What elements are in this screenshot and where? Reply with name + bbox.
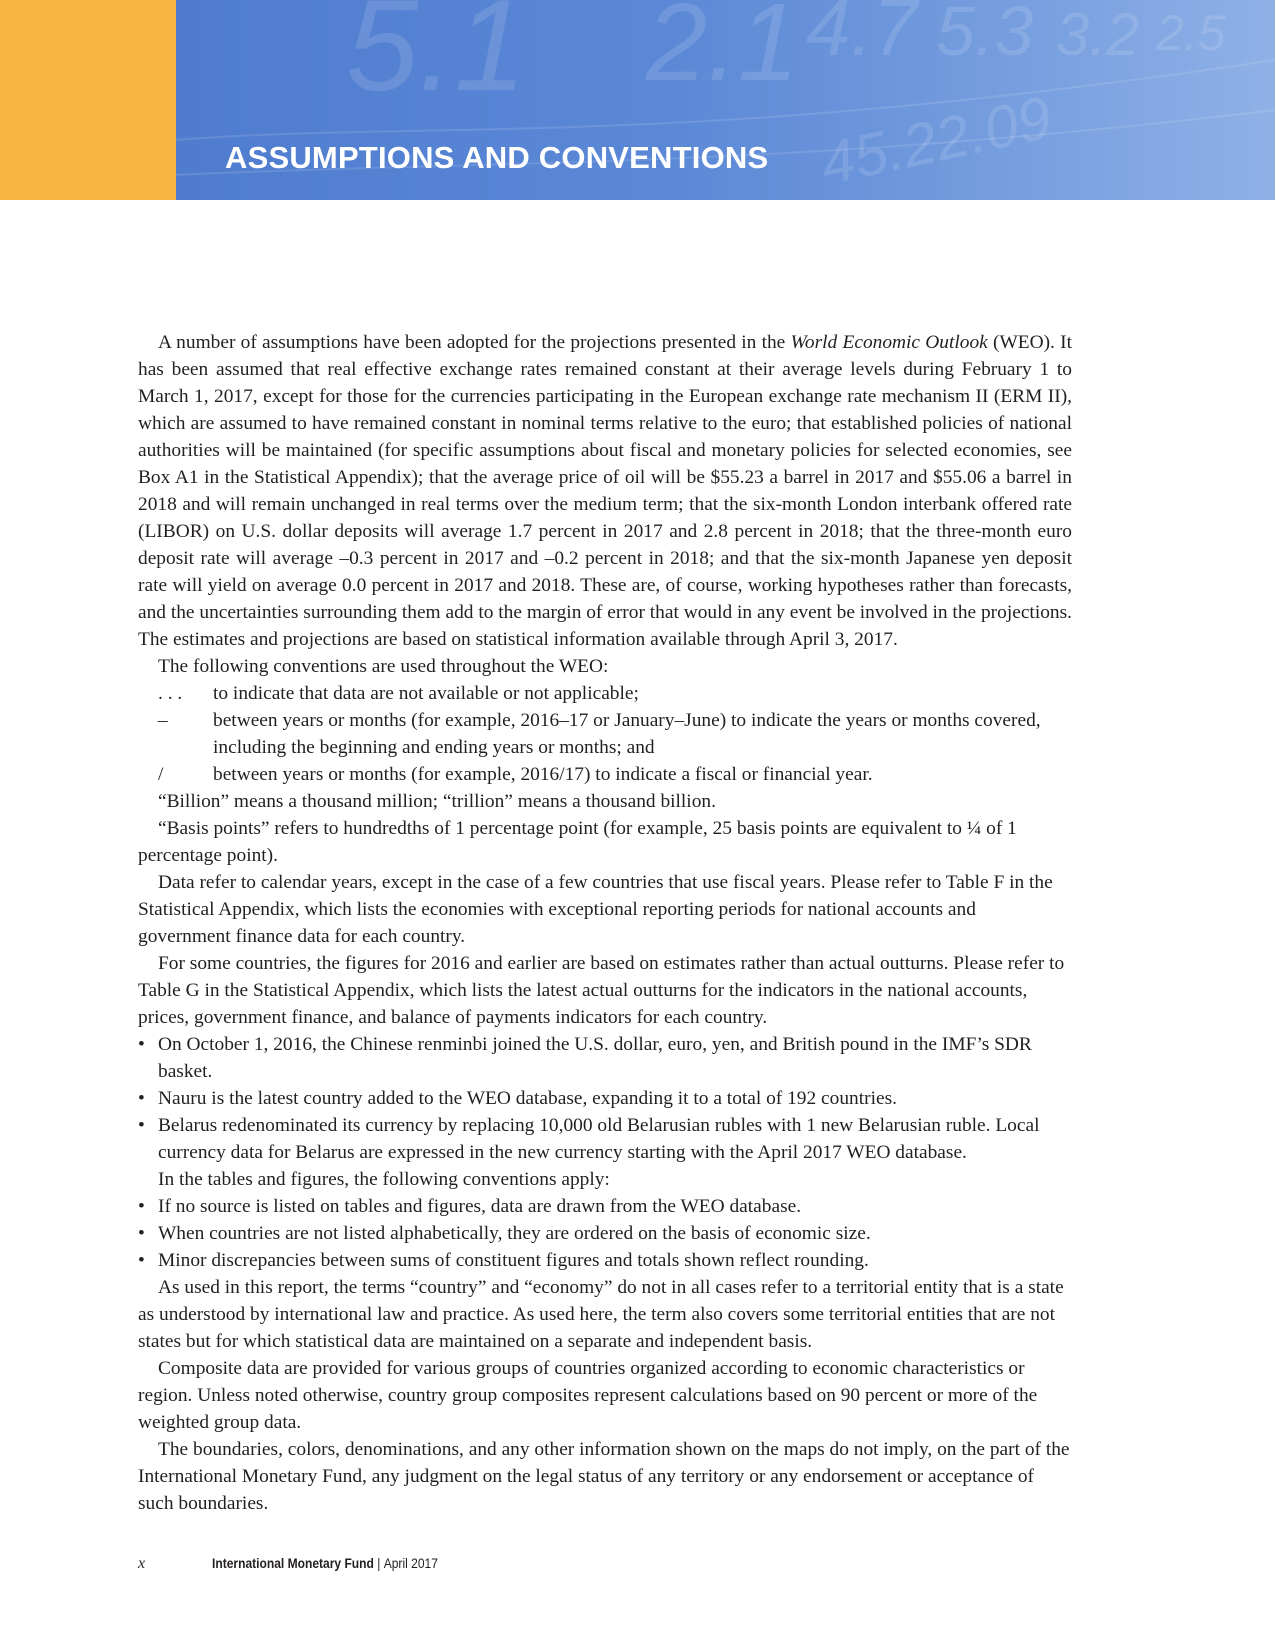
list-item-text: If no source is listed on tables and figures, data are drawn from the WEO database. xyxy=(158,1196,802,1217)
list-item xyxy=(138,1220,1072,1247)
footer-publisher xyxy=(212,1555,438,1571)
bullet-icon: • xyxy=(138,1088,145,1109)
convention-item xyxy=(138,761,1072,788)
list-item-text: Nauru is the latest country added to the WEO database, expanding it to a total of 192 countries. xyxy=(158,1088,897,1109)
list-item-text: On October 1, 2016, the Chinese renminbi joined the U.S. dollar, euro, yen, and British pound in the IMF’s SDR basket. xyxy=(158,1034,1032,1082)
country-term-paragraph: As used in this report, the terms “country” and “economy” do not in all cases refer to a territorial entity that is a state as understood by international law and practice. As used here, the term also covers some territorial entities that are not states but for which statistical data are maintained on a separate and independent basis. xyxy=(138,1277,1064,1352)
page-title: ASSUMPTIONS AND CONVENTIONS xyxy=(225,140,769,175)
convention-item xyxy=(138,707,1072,761)
bg-number-4: 5.3 xyxy=(936,0,1034,70)
composite-data-paragraph: Composite data are provided for various groups of countries organized according to economic characteristics or region. Unless noted otherwise, country group composites represent calculations based on 90 percent or more of the weighted group data. xyxy=(138,1358,1038,1433)
convention-symbol: / xyxy=(158,764,164,785)
basis-points-paragraph: “Basis points” refers to hundredths of 1 percentage point (for example, 25 basis points are equivalent to ¼ of 1 percentage point). xyxy=(138,818,1017,866)
list-item-text: Belarus redenominated its currency by replacing 10,000 old Belarusian rubles with 1 new Belarusian ruble. Local currency data for Belarus are expressed in the new currency starting with the April 2017 WEO database. xyxy=(158,1115,1040,1163)
convention-text: between years or months (for example, 2016–17 or January–June) to indicate the years or months covered, including the beginning and ending years or months; and xyxy=(213,710,1041,758)
header-accent-block xyxy=(0,0,176,200)
conventions-intro: The following conventions are used throughout the WEO: xyxy=(158,656,609,677)
bullet-icon: • xyxy=(138,1115,145,1136)
body-text xyxy=(138,329,1072,1517)
bullet-icon: • xyxy=(138,1223,145,1244)
estimates-paragraph: For some countries, the figures for 2016 and earlier are based on estimates rather than actual outturns. Please refer to Table G in the Statistical Appendix, which lists the latest actual outturns for the indicators in the national accounts, prices, government finance, and balance of payments indicators for each country. xyxy=(138,953,1065,1028)
list-item xyxy=(138,1031,1072,1085)
convention-item xyxy=(138,680,1072,707)
intro-text-start: A number of assumptions have been adopted for the projections presented in the xyxy=(158,332,791,353)
convention-symbol: – xyxy=(158,710,168,731)
billion-paragraph: “Billion” means a thousand million; “trillion” means a thousand billion. xyxy=(158,791,716,812)
calendar-years-paragraph: Data refer to calendar years, except in the case of a few countries that use fiscal years. Please refer to Table F in the Statistical Appendix, which lists the economies with exceptional reporting periods for national accounts and government finance data for each country. xyxy=(138,872,1053,947)
convention-text: to indicate that data are not available or not applicable; xyxy=(213,683,639,704)
bg-number-1: 5.1 xyxy=(346,0,527,118)
list-item xyxy=(138,1193,1072,1220)
bg-number-6: 2.5 xyxy=(1156,5,1226,61)
list-item xyxy=(138,1085,1072,1112)
bullet-icon: • xyxy=(138,1196,145,1217)
bullet-icon: • xyxy=(138,1034,145,1055)
list-item xyxy=(138,1112,1072,1166)
header-banner xyxy=(0,0,1275,200)
bg-number-2: 2.1 xyxy=(646,0,799,104)
bg-number-7: 45.22.09 xyxy=(814,83,1058,198)
footer-org-name: International Monetary Fund xyxy=(212,1555,374,1571)
footer-date: April 2017 xyxy=(383,1555,438,1571)
publication-title: World Economic Outlook xyxy=(790,332,988,353)
intro-paragraph xyxy=(138,329,1072,653)
intro-text-rest: (WEO). It has been assumed that real effective exchange rates remained constant at their average levels during February 1 to March 1, 2017, except for those for the currencies participating in the European exchange rate mechanism II (ERM II), which are assumed to have remained constant in nominal terms relative to the euro; that established policies of national authorities will be maintained (for specific assumptions about fiscal and monetary policies for selected economies, see Box A1 in the Statistical Appendix); that the average price of oil will be $55.23 a barrel in 2017 and $55.06 a barrel in 2018 and will remain unchanged in real terms over the medium term; that the six-month London interbank offered rate (LIBOR) on U.S. dollar deposits will average 1.7 percent in 2017 and 2.8 percent in 2018; that the three-month euro deposit rate will average –0.3 percent in 2017 and –0.2 percent in 2018; and that the six-month Japanese yen deposit rate will yield on average 0.0 percent in 2017 and 2018. These are, of course, working hypotheses rather than forecasts, and the uncertainties surrounding them add to the margin of error that would in any event be involved in the projections. The estimates and projections are based on statistical information available through April 3, 2017. xyxy=(138,332,1073,650)
list-item xyxy=(138,1247,1072,1274)
convention-symbol: . . . xyxy=(158,683,183,704)
bullet-icon: • xyxy=(138,1250,145,1271)
list-item-text: Minor discrepancies between sums of constituent figures and totals shown reflect rounding. xyxy=(158,1250,869,1271)
list-item-text: When countries are not listed alphabetically, they are ordered on the basis of economic size. xyxy=(158,1223,871,1244)
convention-text: between years or months (for example, 2016/17) to indicate a fiscal or financial year. xyxy=(213,764,873,785)
tables-intro: In the tables and figures, the following conventions apply: xyxy=(158,1169,610,1190)
bg-number-3: 4.7 xyxy=(806,0,918,72)
boundaries-paragraph: The boundaries, colors, denominations, and any other information shown on the maps do not imply, on the part of the International Monetary Fund, any judgment on the legal status of any territory or any endorsement or acceptance of such boundaries. xyxy=(138,1439,1070,1514)
bg-number-5: 3.2 xyxy=(1056,1,1140,68)
footer-separator: | xyxy=(377,1555,381,1571)
page-number: x xyxy=(138,1555,146,1572)
